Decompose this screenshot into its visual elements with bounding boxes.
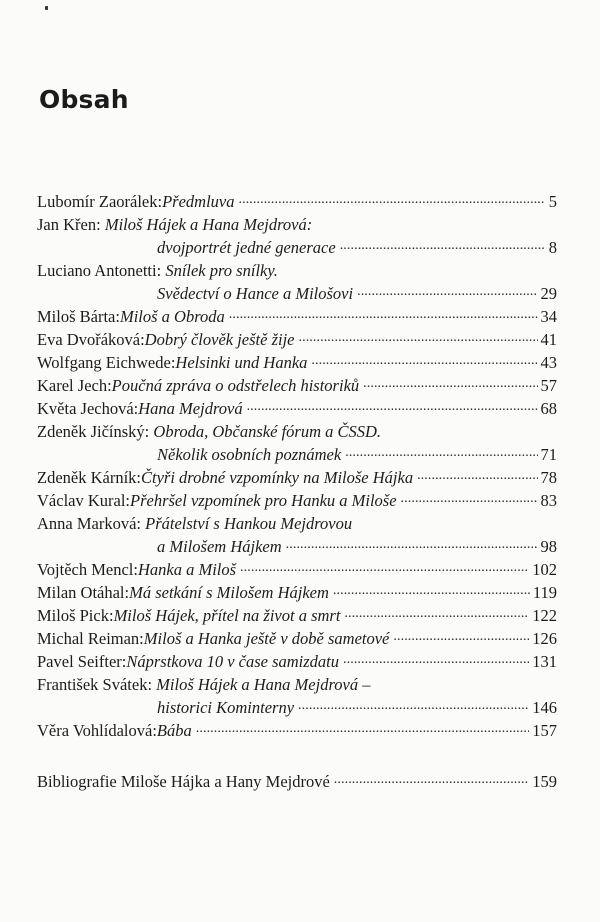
toc-title: Miloš a Hanka ještě v době sametové — [143, 629, 390, 648]
dot-leader — [299, 324, 538, 349]
dot-leader — [363, 370, 537, 395]
toc-entry-line — [37, 190, 557, 213]
toc-page-number: 43 — [540, 353, 557, 372]
toc-author: Miloš Pick: — [37, 606, 114, 625]
toc-title: Helsinki und Hanka — [175, 353, 308, 372]
toc-entry — [37, 397, 557, 420]
toc-title: Přátelství s Hankou Mejdrovou — [145, 514, 353, 533]
toc-title: Přehršel vzpomínek pro Hanku a Miloše — [130, 491, 397, 510]
toc-entry-line — [37, 489, 557, 512]
dot-leader — [311, 347, 537, 372]
toc-page-number: 98 — [540, 537, 557, 556]
toc-author: Luciano Antonetti: — [37, 261, 162, 280]
toc-author: Anna Marková: — [37, 514, 142, 533]
toc-author: Květa Jechová: — [37, 399, 139, 418]
dot-leader — [401, 485, 538, 510]
toc-title: Poučná zpráva o odstřelech historiků — [111, 376, 360, 395]
toc-page-number: 34 — [540, 307, 557, 326]
dot-leader — [240, 554, 529, 579]
toc-title-continued: a Milošem Hájkem — [157, 537, 282, 556]
toc-entry — [37, 512, 557, 558]
toc-page-number: 146 — [532, 698, 557, 717]
toc-page-number: 83 — [540, 491, 557, 510]
toc-title: Obroda, Občanské fórum a ČSSD. — [153, 422, 382, 441]
toc-title-continued: historici Kominterny — [157, 698, 295, 717]
toc-title: Miloš Hájek a Hana Mejdrová – — [156, 675, 371, 694]
toc-entry — [37, 673, 557, 719]
toc-title: Hana Mejdrová — [138, 399, 243, 418]
toc-entry-bibliography — [37, 770, 557, 793]
toc-page-number: 5 — [548, 192, 557, 211]
toc-page-number: 57 — [540, 376, 557, 395]
toc-title: Miloš Hájek, přítel na život a smrt — [113, 606, 341, 625]
toc-entry — [37, 190, 557, 213]
dot-leader — [247, 393, 538, 418]
toc-author: Pavel Seifter: — [37, 652, 127, 671]
dot-leader — [229, 301, 538, 326]
toc-entry-line — [37, 650, 557, 673]
toc-author: Lubomír Zaorálek: — [37, 192, 163, 211]
toc-author: Vojtěch Mencl: — [37, 560, 138, 579]
toc-author: Věra Vohlídalová: — [37, 721, 157, 740]
toc-author: Karel Jech: — [37, 376, 112, 395]
toc-author: František Svátek: — [37, 675, 153, 694]
toc-title: Hanka a Miloš — [137, 560, 237, 579]
toc-entry-line-continued — [37, 236, 557, 259]
toc-entry — [37, 259, 557, 305]
toc-entry — [37, 420, 557, 466]
bibliography-page-number: 159 — [532, 772, 557, 791]
toc-entry — [37, 489, 557, 512]
dot-leader — [357, 278, 537, 303]
toc-title: Má setkání s Milošem Hájkem — [129, 583, 329, 602]
dot-leader — [333, 577, 530, 602]
toc-title: Předmluva — [162, 192, 235, 211]
dot-leader — [196, 715, 529, 740]
toc-author: Wolfgang Eichwede: — [37, 353, 176, 372]
toc-entry-line — [37, 719, 557, 742]
toc-author: Zdeněk Jičínský: — [37, 422, 150, 441]
toc-page-number: 68 — [540, 399, 557, 418]
toc-page-number: 41 — [540, 330, 557, 349]
toc-entry-line — [37, 770, 557, 793]
dot-leader — [340, 232, 544, 257]
toc-author: Zdeněk Kárník: — [37, 468, 142, 487]
dot-leader — [343, 646, 529, 671]
toc-title: Dobrý člověk ještě žije — [144, 330, 295, 349]
toc-author: Miloš Bárta: — [37, 307, 120, 326]
toc-author: Jan Křen: — [37, 215, 101, 234]
print-speck — [45, 6, 48, 10]
toc-author: Michal Reiman: — [37, 629, 144, 648]
toc-author: Milan Otáhal: — [37, 583, 130, 602]
dot-leader — [286, 531, 538, 556]
toc-page-number: 29 — [540, 284, 557, 303]
toc-page-number: 78 — [540, 468, 557, 487]
toc-entry — [37, 650, 557, 673]
toc-page-number: 157 — [532, 721, 557, 740]
dot-leader — [344, 600, 529, 625]
toc-page-number: 126 — [532, 629, 557, 648]
toc-title-continued: Svědectví o Hance a Milošovi — [157, 284, 354, 303]
dot-leader — [298, 692, 529, 717]
toc-page-number: 71 — [540, 445, 557, 464]
table-of-contents — [37, 190, 557, 793]
toc-author: Václav Kural: — [37, 491, 130, 510]
toc-author: Eva Dvořáková: — [37, 330, 145, 349]
toc-title: Snílek pro snílky. — [165, 261, 278, 280]
toc-page-number: 102 — [532, 560, 557, 579]
toc-title: Miloš a Obroda — [119, 307, 225, 326]
toc-title-continued: dvojportrét jedné generace — [157, 238, 336, 257]
toc-title-continued: Několik osobních poznámek — [157, 445, 342, 464]
toc-page-number: 119 — [532, 583, 557, 602]
toc-title: Čtyři drobné vzpomínky na Miloše Hájka — [141, 468, 414, 487]
page-title: Obsah — [39, 85, 129, 114]
toc-page-number: 122 — [532, 606, 557, 625]
toc-title: Miloš Hájek a Hana Mejdrová: — [104, 215, 313, 234]
dot-leader — [345, 439, 537, 464]
dot-leader — [393, 623, 529, 648]
dot-leader — [417, 462, 537, 487]
dot-leader — [239, 186, 545, 211]
toc-page-number: 8 — [548, 238, 557, 257]
toc-page-number: 131 — [532, 652, 557, 671]
bibliography-title: Bibliografie Miloše Hájka a Hany Mejdrové — [37, 772, 330, 791]
toc-entry — [37, 213, 557, 259]
toc-entry — [37, 719, 557, 742]
dot-leader — [334, 766, 529, 791]
toc-title: Náprstkova 10 v čase samizdatu — [126, 652, 340, 671]
toc-title: Bába — [156, 721, 192, 740]
toc-entry-line — [37, 397, 557, 420]
